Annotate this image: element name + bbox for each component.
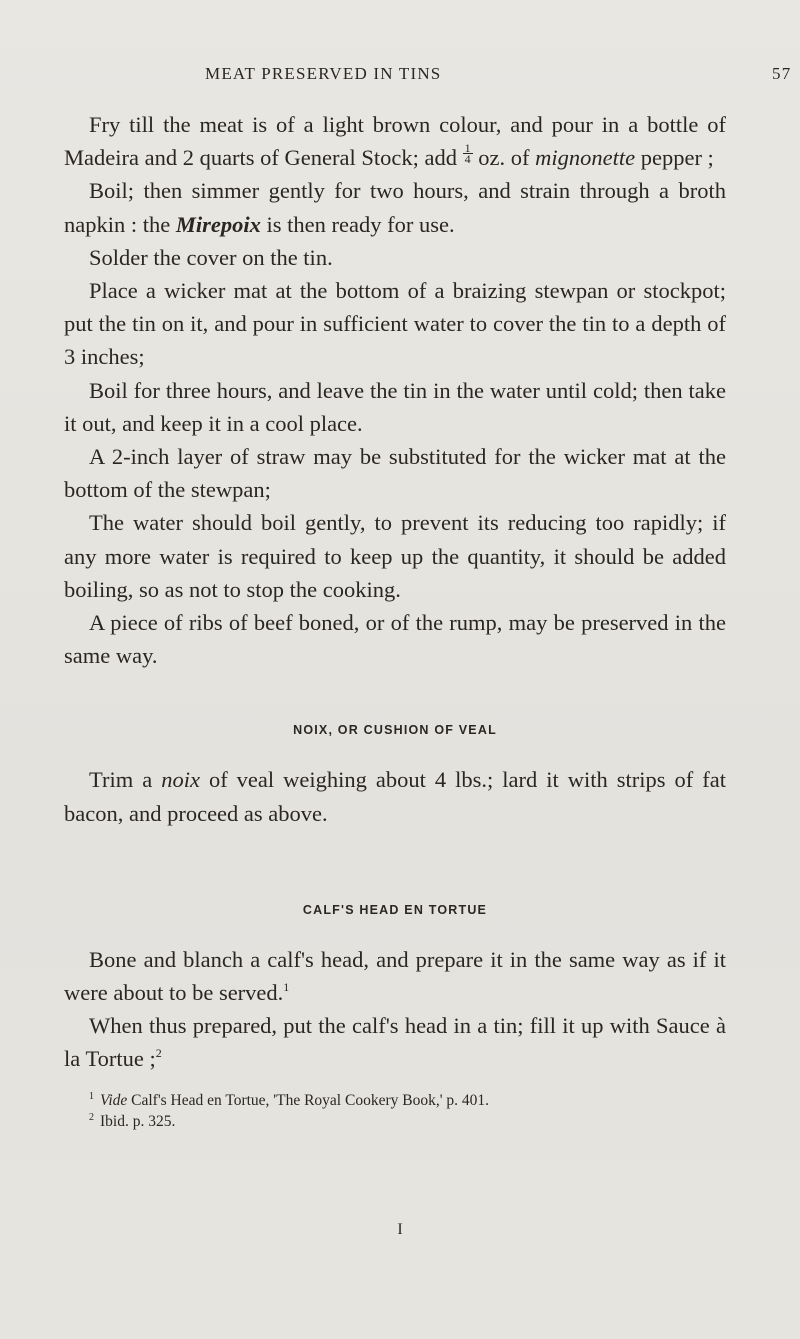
footnote-text: Calf's Head en Tortue, 'The Royal Cookery Book,' p. 401.: [127, 1091, 489, 1109]
footnote-mark: 2: [89, 1111, 94, 1123]
section-heading: CALF'S HEAD EN TORTUE: [302, 902, 488, 917]
signature-mark: I: [397, 1221, 403, 1238]
paragraph-text: oz. of: [472, 145, 536, 171]
paragraph: [64, 763, 726, 829]
paragraph-text: Fry till the meat is of a light brown colour, and pour in a bottle of Madeira and 2 quarts of General Stock; add: [64, 112, 726, 171]
paragraph: Boil for three hours, and leave the tin in the water until cold; then take it out, and keep it in a cool place.: [64, 377, 726, 436]
paragraph-text: of veal weighing about 4 lbs.; lard it with strips of fat bacon, and proceed as above.: [64, 767, 726, 826]
paragraph-text: is then ready for use.: [260, 211, 455, 237]
page-body: [64, 108, 726, 1132]
paragraph: Place a wicker mat at the bottom of a braizing stewpan or stockpot; put the tin on it, and pour in sufficient water to cover the tin to a depth of 3 inches;: [64, 278, 726, 370]
paragraph: [64, 108, 726, 174]
paragraph: A 2-inch layer of straw may be substituted for the wicker mat at the bottom of the stewpan;: [64, 444, 726, 503]
page-header: [0, 64, 800, 88]
paragraph-text: pepper ;: [635, 145, 714, 171]
paragraph: [64, 943, 726, 1009]
paragraph-text: Trim a: [89, 767, 162, 793]
page-number: 57: [772, 64, 792, 83]
section-heading: NOIX, OR CUSHION OF VEAL: [293, 723, 497, 738]
fraction-denominator: 4: [464, 152, 471, 167]
footnote: [64, 1090, 726, 1111]
running-head: MEAT PRESERVED IN TINS: [205, 64, 442, 83]
footnote-text: Ibid. p. 325.: [100, 1112, 176, 1130]
paragraph: [64, 174, 726, 240]
italic-term: noix: [161, 767, 200, 793]
italic-term: Mirepoix: [175, 211, 261, 237]
paragraph-text: Bone and blanch a calf's head, and prepare it in the same way as if it were about to be served.: [64, 946, 726, 1006]
paragraph: The water should boil gently, to prevent its reducing too rapidly; if any more water is required to keep up the quantity, it should be added boiling, so as not to stop the cooking.: [64, 510, 726, 602]
footnote-reference: 2: [155, 1046, 162, 1061]
footnote-italic: Vide: [100, 1091, 128, 1109]
paragraph-text: Boil; then simmer gently for two hours, and strain through a broth napkin : the: [64, 178, 726, 237]
paragraph: [64, 1009, 726, 1075]
paragraph-text: When thus prepared, put the calf's head in a tin; fill it up with Sauce à la Tortue ;: [64, 1013, 726, 1072]
footnote-reference: 1: [283, 980, 290, 995]
paragraph: A piece of ribs of beef boned, or of the rump, may be preserved in the same way.: [64, 610, 726, 669]
fraction: [463, 141, 473, 167]
footnotes: [64, 1090, 726, 1132]
footnote-mark: 1: [89, 1090, 94, 1102]
paragraph: Solder the cover on the tin.: [89, 244, 333, 270]
italic-term: mignonette: [535, 145, 636, 171]
fraction-numerator: 1: [464, 141, 471, 156]
footnote: [64, 1111, 726, 1132]
